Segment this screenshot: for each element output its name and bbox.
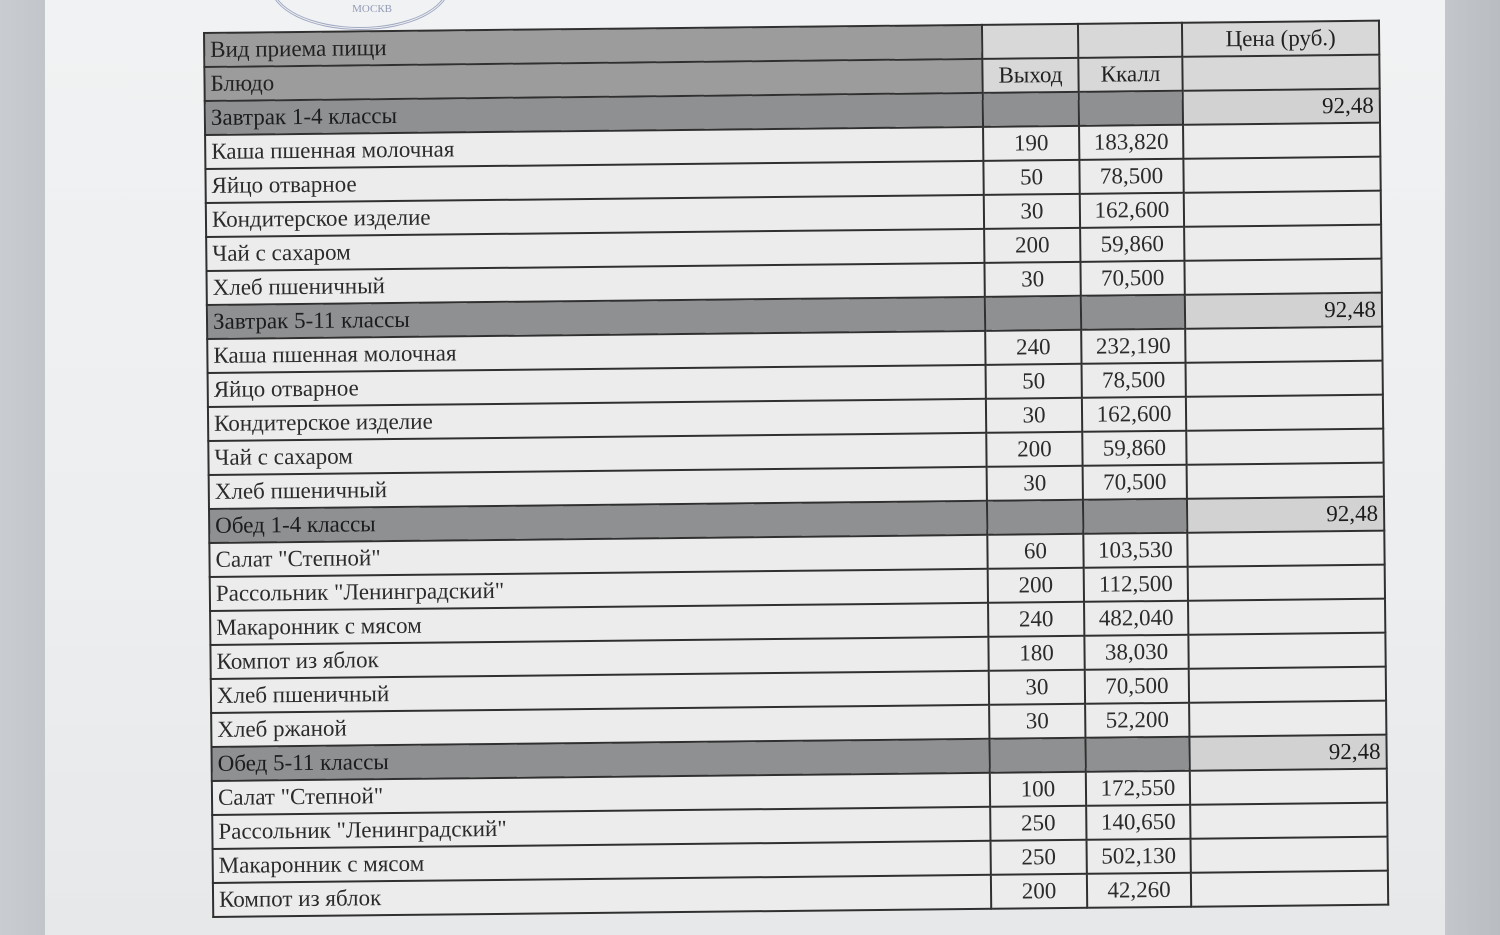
dish-output: 30 — [986, 398, 1082, 433]
group-blank-output — [985, 296, 1081, 331]
dish-output: 190 — [983, 126, 1079, 161]
header-blank-kcal — [1078, 23, 1182, 58]
dish-name: Яйцо отварное — [205, 161, 983, 203]
dish-output: 100 — [990, 772, 1086, 807]
dish-name: Кондитерское изделие — [208, 399, 986, 441]
dish-price-blank — [1191, 837, 1388, 873]
dish-price-blank — [1186, 395, 1383, 431]
group-title: Завтрак 5-11 классы — [207, 297, 985, 339]
dish-output: 50 — [986, 364, 1082, 399]
dish-kcal: 502,130 — [1087, 839, 1191, 874]
dish-price-blank — [1188, 599, 1385, 635]
dish-output: 200 — [991, 874, 1087, 909]
dish-kcal: 70,500 — [1085, 669, 1189, 704]
dish-name: Хлеб ржаной — [211, 705, 989, 747]
dish-name: Макаронник с мясом — [210, 603, 988, 645]
group-blank-output — [989, 738, 1085, 773]
dish-output: 250 — [991, 840, 1087, 875]
group-blank-kcal — [1079, 91, 1183, 126]
dish-kcal: 59,860 — [1082, 431, 1186, 466]
group-blank-kcal — [1085, 737, 1189, 772]
dish-price-blank — [1188, 565, 1385, 601]
dish-price-blank — [1189, 701, 1386, 737]
group-blank-kcal — [1083, 499, 1187, 534]
menu-table-body — [204, 21, 1388, 917]
dish-kcal: 232,190 — [1081, 329, 1185, 364]
dish-price-blank — [1184, 191, 1381, 227]
dish-output: 240 — [988, 602, 1084, 637]
group-blank-output — [983, 92, 1079, 127]
dish-name: Каша пшенная молочная — [205, 127, 983, 169]
dish-price-blank — [1187, 463, 1384, 499]
dish-output: 30 — [987, 466, 1083, 501]
group-price: 92,48 — [1185, 293, 1382, 329]
dish-output: 200 — [984, 228, 1080, 263]
dish-price-blank — [1187, 531, 1384, 567]
dish-output: 30 — [989, 704, 1085, 739]
dish-output: 180 — [988, 636, 1084, 671]
dish-name: Хлеб пшеничный — [207, 263, 985, 305]
dish-kcal: 162,600 — [1082, 397, 1186, 432]
dish-kcal: 482,040 — [1084, 601, 1188, 636]
dish-name: Чай с сахаром — [208, 433, 986, 475]
dish-kcal: 112,500 — [1084, 567, 1188, 602]
dish-kcal: 78,500 — [1082, 363, 1186, 398]
dish-name: Хлеб пшеничный — [211, 671, 989, 713]
header-kcal: Ккалл — [1078, 57, 1182, 92]
header-meal-type: Вид приема пищи — [204, 25, 982, 67]
dish-price-blank — [1188, 633, 1385, 669]
dish-kcal: 172,550 — [1086, 771, 1190, 806]
dish-price-blank — [1190, 803, 1387, 839]
dish-kcal: 59,860 — [1080, 227, 1184, 262]
group-title: Обед 5-11 классы — [211, 739, 989, 781]
header-output: Выход — [982, 58, 1078, 93]
group-blank-output — [987, 500, 1083, 535]
dish-name: Хлеб пшеничный — [209, 467, 987, 509]
dish-name: Рассольник "Ленинградский" — [212, 807, 990, 849]
dish-kcal: 38,030 — [1084, 635, 1188, 670]
dish-price-blank — [1184, 259, 1381, 295]
group-title: Обед 1-4 классы — [209, 501, 987, 543]
header-blank-price — [1182, 55, 1379, 91]
dish-output: 30 — [984, 194, 1080, 229]
group-price: 92,48 — [1187, 497, 1384, 533]
dish-name: Чай с сахаром — [206, 229, 984, 271]
dish-name: Компот из яблок — [210, 637, 988, 679]
dish-kcal: 183,820 — [1079, 125, 1183, 160]
dish-output: 200 — [986, 432, 1082, 467]
dish-price-blank — [1191, 871, 1388, 907]
dish-name: Каша пшенная молочная — [207, 331, 985, 373]
dish-price-blank — [1184, 225, 1381, 261]
dish-output: 240 — [985, 330, 1081, 365]
dish-kcal: 70,500 — [1083, 465, 1187, 500]
dish-name: Кондитерское изделие — [206, 195, 984, 237]
dish-price-blank — [1189, 667, 1386, 703]
group-price: 92,48 — [1183, 89, 1380, 125]
stamp-text: МОСКВ — [352, 3, 392, 15]
dish-price-blank — [1186, 361, 1383, 397]
dish-name: Салат "Степной" — [212, 773, 990, 815]
dish-kcal: 140,650 — [1086, 805, 1190, 840]
menu-table — [203, 20, 1389, 918]
dish-kcal: 70,500 — [1080, 261, 1184, 296]
dish-price-blank — [1190, 769, 1387, 805]
dish-kcal: 162,600 — [1080, 193, 1184, 228]
header-dish: Блюдо — [204, 59, 982, 101]
dish-output: 60 — [987, 534, 1083, 569]
group-title: Завтрак 1-4 классы — [205, 93, 983, 135]
dish-output: 250 — [990, 806, 1086, 841]
dish-name: Рассольник "Ленинградский" — [210, 569, 988, 611]
dish-price-blank — [1183, 123, 1380, 159]
dish-price-blank — [1183, 157, 1380, 193]
group-price: 92,48 — [1189, 735, 1386, 771]
dish-kcal: 52,200 — [1085, 703, 1189, 738]
dish-kcal: 103,530 — [1083, 533, 1187, 568]
paper-sheet — [45, 0, 1445, 935]
official-stamp — [270, 0, 450, 30]
header-blank-output — [982, 24, 1078, 59]
dish-price-blank — [1185, 327, 1382, 363]
dish-output: 50 — [983, 160, 1079, 195]
header-price: Цена (руб.) — [1182, 21, 1379, 57]
dish-kcal: 78,500 — [1079, 159, 1183, 194]
dish-name: Макаронник с мясом — [213, 841, 991, 883]
dish-name: Компот из яблок — [213, 875, 991, 917]
dish-name: Салат "Степной" — [209, 535, 987, 577]
menu-table-wrapper — [203, 20, 1389, 918]
group-blank-kcal — [1081, 295, 1185, 330]
dish-price-blank — [1186, 429, 1383, 465]
dish-output: 200 — [988, 568, 1084, 603]
dish-name: Яйцо отварное — [208, 365, 986, 407]
dish-output: 30 — [989, 670, 1085, 705]
dish-output: 30 — [984, 262, 1080, 297]
dish-kcal: 42,260 — [1087, 873, 1191, 908]
